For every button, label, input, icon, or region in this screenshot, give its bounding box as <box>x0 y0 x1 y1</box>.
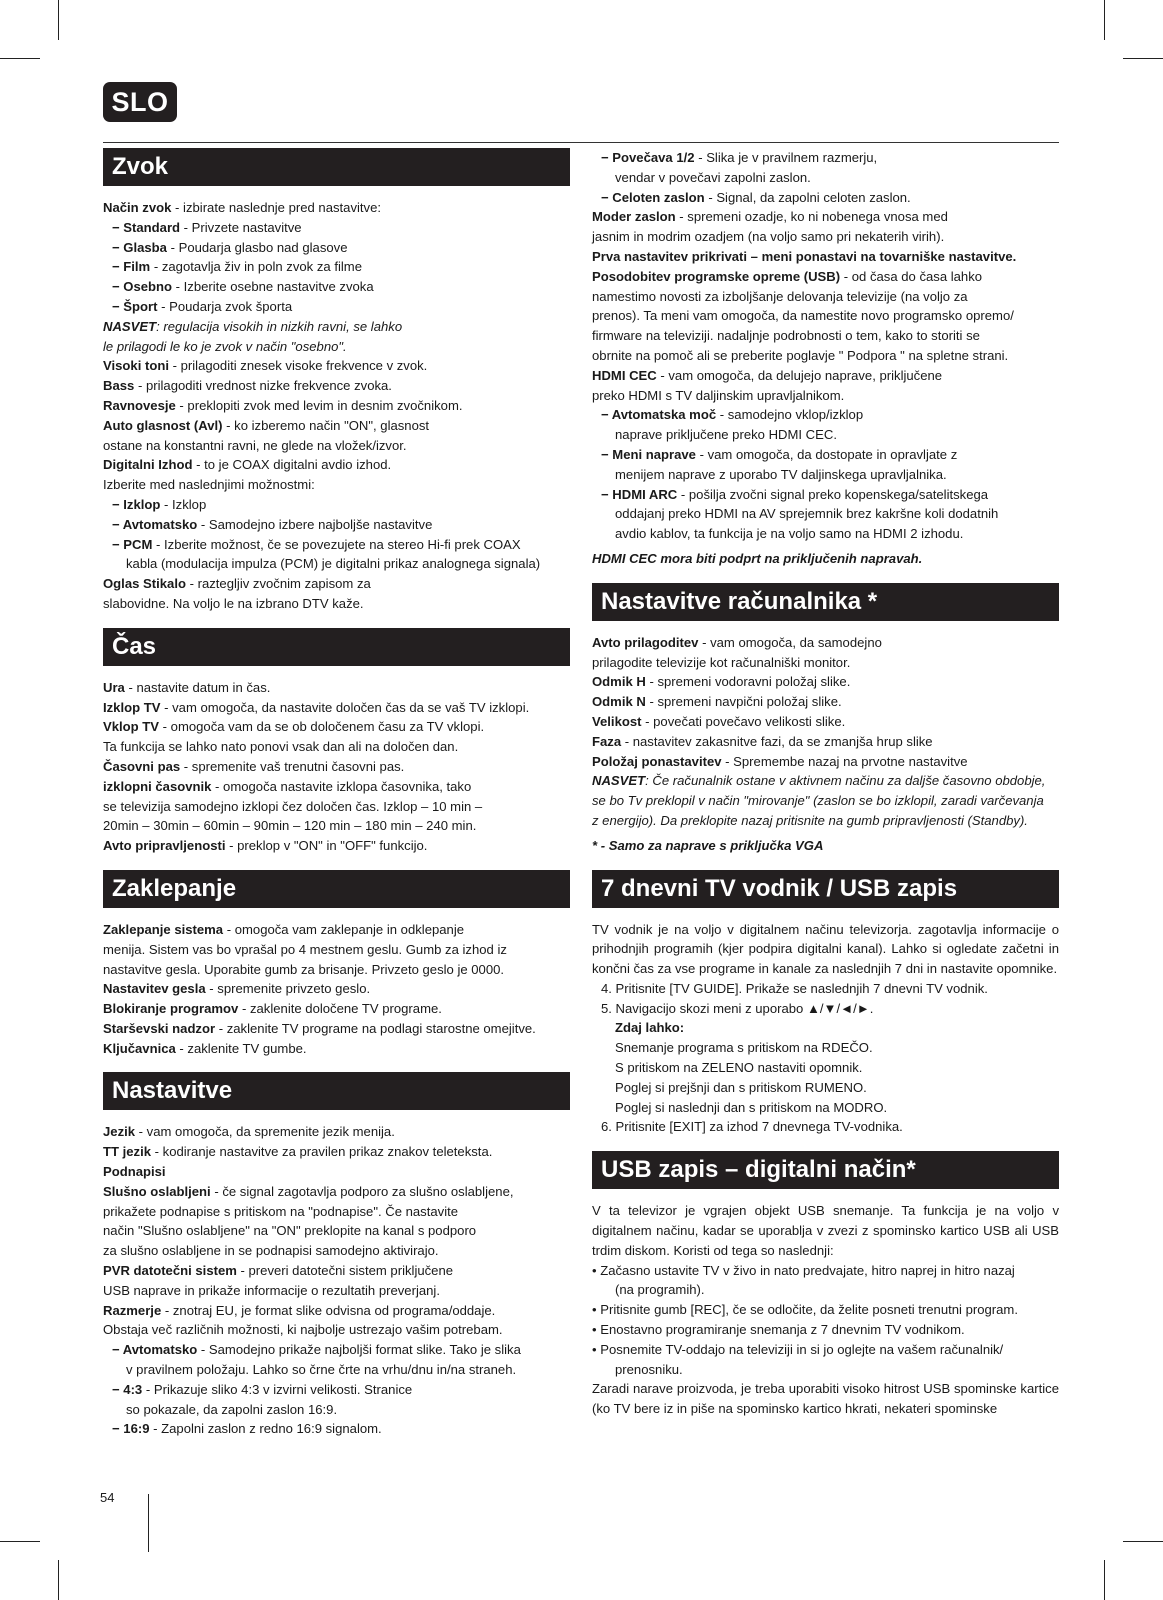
text-line <box>592 771 1059 791</box>
term-description: se bo Tv preklopil v način "mirovanje" (zaslon se bo izklopil, zaradi varčevanja <box>592 793 1044 809</box>
term-label: Avto pripravljenosti <box>103 838 226 854</box>
text-line <box>592 549 1059 569</box>
text-line <box>592 287 1059 307</box>
term-description: oddajanj preko HDMI na AV sprejemnik brez kakršne koli dodatnih <box>615 506 999 522</box>
term-description: - Izberite možnost, če se povezujete na stereo Hi-fi prek COAX <box>152 536 521 552</box>
term-description: menijem naprave z uporabo TV daljinskega upravljalnika. <box>615 466 947 482</box>
text-line <box>103 1261 570 1281</box>
text-line <box>103 678 570 698</box>
text-line <box>592 633 1059 653</box>
text-line <box>592 692 1059 712</box>
text-line <box>103 495 570 515</box>
section-title: Čas <box>103 628 570 666</box>
term-description: za slušno oslabljene in se podnapisi samodejno aktivirajo. <box>103 1243 439 1259</box>
term-label: Auto glasnost (Avl) <box>103 417 223 433</box>
text-line <box>103 797 570 817</box>
text-line <box>103 717 570 737</box>
term-description: - Izberite osebne nastavitve zvoka <box>172 279 374 295</box>
right-column <box>592 148 1059 1433</box>
text-line <box>592 1117 1059 1137</box>
text-line <box>103 436 570 456</box>
term-description: - od časa do časa lahko <box>840 268 983 284</box>
term-label: PVR datotečni sistem <box>103 1263 237 1279</box>
term-description: - Poudarja zvok športa <box>157 298 293 314</box>
text-line <box>592 386 1059 406</box>
term-label: Visoki toni <box>103 358 169 374</box>
term-description: • Začasno ustavite TV v živo in nato predvajate, hitro naprej in hitro nazaj <box>592 1262 1015 1278</box>
text-line <box>103 1122 570 1142</box>
term-description: avdio kablov, ta funkcija je na voljo samo na HDMI 2 izhodu. <box>615 526 964 542</box>
term-description: prikažete podnapise s pritiskom na "podnapise". Če nastavite <box>103 1203 459 1219</box>
text-line <box>103 1301 570 1321</box>
term-description: TV vodnik je na voljo v digitalnem načinu televizorja. zagotavlja informacije o prihodnjih programih (kjer podpira digitalni kanal). Lahko si ogledate začetni in končni čas za vse programe in kanale za naslednjih 7 dni in nastavite opomnike. <box>592 921 1059 977</box>
crop-mark <box>0 58 40 59</box>
term-description: kabla (modulacija impulza (PCM) je digitalni prikaz analognega signala) <box>126 556 541 572</box>
term-description: 5. Navigacijo skozi meni z uporabo ▲/▼/◄/►. <box>601 1000 874 1016</box>
term-description: Snemanje programa s pritiskom na RDEČO. <box>615 1040 873 1056</box>
term-description: - to je COAX digitalni avdio izhod. <box>192 457 392 473</box>
text-line <box>103 960 570 980</box>
term-description: način "Slušno oslabljene" na "ON" preklopite na kanal s podporo <box>103 1223 477 1239</box>
term-description: - zaklenite TV programe na podlagi starostne omejitve. <box>215 1020 536 1036</box>
term-description: - ko izberemo način "ON", glasnost <box>222 417 430 433</box>
term-label: Posodobitev programske opreme (USB) <box>592 268 841 284</box>
term-description: • Pritisnite gumb [REC], če se odločite, da želite posneti trenutni program. <box>592 1302 1018 1318</box>
section-title: Zaklepanje <box>103 870 570 908</box>
term-description: - spremeni vodoravni položaj slike. <box>645 674 851 690</box>
term-description: obrnite na pomoč ali se preberite poglavje " Podpora " na spletne strani. <box>592 347 1009 363</box>
section-body <box>103 678 570 856</box>
text-line <box>103 816 570 836</box>
text-line <box>592 836 1059 856</box>
term-label: − Film <box>112 259 151 275</box>
term-label: − Avtomatsko <box>112 1342 198 1358</box>
term-description: - preklopiti zvok med levim in desnim zvočnikom. <box>175 397 463 413</box>
term-description: - samodejno vklop/izklop <box>716 407 864 423</box>
crop-mark <box>1123 58 1163 59</box>
text-line <box>592 227 1059 247</box>
section <box>592 870 1059 1138</box>
crop-mark <box>1123 1541 1163 1542</box>
term-label: Zdaj lahko: <box>615 1020 685 1036</box>
term-label: Razmerje <box>103 1302 162 1318</box>
term-label: Digitalni Izhod <box>103 457 193 473</box>
term-description: v pravilnem položaju. Lahko so črne črte na vrhu/dnu in/na straneh. <box>126 1362 517 1378</box>
text-line <box>592 1360 1059 1380</box>
term-description: - vam omogoča, da dostopate in opravljate z <box>695 446 958 462</box>
term-description: : regulacija visokih in nizkih ravni, se lahko <box>156 318 403 334</box>
term-description: slabovidne. Na voljo le na izbrano DTV kaže. <box>103 595 364 611</box>
term-description: firmware na televiziji. nadaljnje podrobnosti o tem, kako to storiti se <box>592 328 980 344</box>
term-description: - Prikazuje sliko 4:3 v izvirni velikosti. Stranice <box>142 1381 413 1397</box>
text-line <box>592 791 1059 811</box>
text-line <box>592 1320 1059 1340</box>
text-line <box>592 672 1059 692</box>
text-line <box>592 1280 1059 1300</box>
term-label: Jezik <box>103 1124 136 1140</box>
term-description: - spremenite privzeto geslo. <box>205 981 371 997</box>
text-line <box>103 1182 570 1202</box>
term-label: − 4:3 <box>112 1381 143 1397</box>
section-body <box>592 1201 1059 1419</box>
term-label: − Avtomatska moč <box>601 407 717 423</box>
text-line <box>103 297 570 317</box>
section-title: Nastavitve <box>103 1072 570 1110</box>
section-title: USB zapis – digitalni način* <box>592 1151 1059 1189</box>
text-line <box>103 574 570 594</box>
term-description: vendar v povečavi zapolni zaslon. <box>615 169 811 185</box>
text-line <box>103 376 570 396</box>
section-body <box>103 198 570 614</box>
term-description: - spremenite vaš trenutni časovni pas. <box>180 758 405 774</box>
term-label: Časovni pas <box>103 758 181 774</box>
term-description: Izberite med naslednjimi možnostmi: <box>103 477 315 493</box>
term-description: - omogoča nastavite izklopa časovnika, tako <box>211 778 472 794</box>
term-description: - prilagoditi znesek visoke frekvence v zvok. <box>168 358 428 374</box>
term-description: - Slika je v pravilnem razmerju, <box>694 150 878 165</box>
text-line <box>103 1360 570 1380</box>
text-line <box>103 317 570 337</box>
text-line <box>592 1379 1059 1419</box>
crop-mark <box>0 1541 40 1542</box>
term-description: - Signal, da zapolni celoten zaslon. <box>704 189 911 205</box>
section-body <box>592 148 1059 569</box>
text-line <box>592 346 1059 366</box>
text-line <box>103 1241 570 1261</box>
text-line <box>103 1142 570 1162</box>
term-description: - nastavitev zakasnitve fazi, da se zmanjša hrup slike <box>621 733 933 749</box>
term-description: (na programih). <box>615 1282 705 1298</box>
section <box>103 870 570 1059</box>
text-line <box>103 1380 570 1400</box>
term-description: naprave priključene preko HDMI CEC. <box>615 427 837 443</box>
text-line <box>103 554 570 574</box>
term-description: - izbirate naslednje pred nastavitve: <box>171 200 382 215</box>
term-label: Zaklepanje sistema <box>103 921 224 937</box>
term-description: - znotraj EU, je format slike odvisna od programa/oddaje. <box>161 1302 496 1318</box>
term-description: le prilagodi le ko je zvok v način "osebno". <box>103 338 347 354</box>
term-description: - vam omogoča, da delujejo naprave, priključene <box>656 367 943 383</box>
term-description: prenosniku. <box>615 1361 683 1377</box>
text-line <box>592 207 1059 227</box>
term-label: Blokiranje programov <box>103 1001 239 1017</box>
term-description: USB naprave in prikaže informacije o rezultatih preverjanj. <box>103 1282 440 1298</box>
term-description: - Privzete nastavitve <box>180 219 302 235</box>
section <box>103 628 570 856</box>
term-description: jasnim in modrim ozadjem (na voljo samo pri nekaterih virih). <box>592 229 945 245</box>
term-description: 4. Pritisnite [TV GUIDE]. Prikaže se naslednjih 7 dnevni TV vodnik. <box>601 980 988 996</box>
term-description: 6. Pritisnite [EXIT] za izhod 7 dnevnega TV-vodnika. <box>601 1119 903 1135</box>
term-description: Zaradi narave proizvoda, je treba uporabiti visoko hitrost USB spominske kartice (ko TV bere iz in piše na spominsko kartico hkrati, nekateri spominske <box>592 1381 1059 1417</box>
term-description: - omogoča vam da se ob določenem času za TV vklopi. <box>159 719 485 735</box>
text-line <box>592 485 1059 505</box>
text-line <box>103 999 570 1019</box>
text-line <box>592 999 1059 1019</box>
term-description: - omogoča vam zaklepanje in odklepanje <box>223 921 465 937</box>
term-label: HDMI CEC mora biti podprt na priključenih napravah. <box>592 550 923 566</box>
section <box>592 583 1059 856</box>
term-label: izklopni časovnik <box>103 778 212 794</box>
term-description: preko HDMI s TV daljinskim upravljalnikom. <box>592 387 845 403</box>
term-label: NASVET <box>103 318 157 334</box>
term-label: − Povečava 1/2 <box>601 150 695 165</box>
term-description: • Posnemite TV-oddajo na televiziji in si jo oglejte na vašem računalnik/ <box>592 1341 1004 1357</box>
term-description: - pošilja zvočni signal preko kopenskega/satelitskega <box>677 486 989 502</box>
section <box>592 148 1059 569</box>
term-description: : Če računalnik ostane v aktivnem načinu za daljše časovno obdobje, <box>645 773 1046 789</box>
term-description: • Enostavno programiranje snemanja z 7 dnevnim TV vodnikom. <box>592 1322 965 1338</box>
term-label: − Celoten zaslon <box>601 189 705 205</box>
text-line <box>103 1320 570 1340</box>
text-line <box>103 198 570 218</box>
section <box>103 1072 570 1439</box>
text-line <box>592 247 1059 267</box>
term-label: Velikost <box>592 713 642 729</box>
term-description: Obstaja več različnih možnosti, ki najbolje ustrezajo vašim potrebam. <box>103 1322 503 1338</box>
term-label: Slušno oslabljeni <box>103 1183 211 1199</box>
language-badge: SLO <box>103 82 177 122</box>
text-line <box>592 732 1059 752</box>
text-line <box>103 238 570 258</box>
text-line <box>592 445 1059 465</box>
text-line <box>592 267 1059 287</box>
term-label: − HDMI ARC <box>601 486 678 502</box>
term-description: Ta funkcija se lahko nato ponovi vsak dan ali na določen dan. <box>103 739 459 755</box>
text-line <box>592 1058 1059 1078</box>
term-description: - spremeni ozadje, ko ni nobenega vnosa med <box>675 209 948 225</box>
text-line <box>592 752 1059 772</box>
term-description: - če signal zagotavlja podporo za slušno oslabljene, <box>210 1183 514 1199</box>
page-number-divider <box>148 1494 149 1552</box>
term-description: - Samodejno izbere najboljše nastavitve <box>197 516 433 532</box>
section-body <box>592 633 1059 856</box>
section <box>592 1151 1059 1419</box>
term-description: Poglej si prejšnji dan s pritiskom RUMENO. <box>615 1079 867 1095</box>
term-description: z energijo). Da preklopite nazaj pritisnite na gumb pripravljenosti (Standby). <box>592 812 1028 828</box>
text-line <box>103 218 570 238</box>
text-line <box>103 396 570 416</box>
term-description: - prilagoditi vrednost nizke frekvence zvoka. <box>134 378 392 394</box>
term-description: - preklop v "ON" in "OFF" funkcijo. <box>225 838 428 854</box>
text-line <box>103 1039 570 1059</box>
term-description: - raztegljiv zvočnim zapisom za <box>185 576 371 592</box>
text-line <box>103 416 570 436</box>
term-label: NASVET <box>592 773 646 789</box>
text-line <box>103 1419 570 1439</box>
term-description: S pritiskom na ZELENO nastaviti opomnik. <box>615 1060 863 1076</box>
text-line <box>103 515 570 535</box>
header-divider <box>103 142 1059 143</box>
text-line <box>592 1098 1059 1118</box>
term-label: Izklop TV <box>103 699 161 715</box>
term-description: nastavitve gesla. Uporabite gumb za brisanje. Privzeto geslo je 0000. <box>103 961 505 977</box>
text-line <box>592 811 1059 831</box>
text-line <box>592 1261 1059 1281</box>
term-label: Odmik N <box>592 694 646 710</box>
term-label: Prva nastavitev prikrivati – meni ponastavi na tovarniške nastavitve. <box>592 248 1017 264</box>
term-label: HDMI CEC <box>592 367 657 383</box>
text-line <box>592 1038 1059 1058</box>
text-line <box>103 337 570 357</box>
term-description: ostane na konstantni ravni, ne glede na vložek/izvor. <box>103 437 407 453</box>
text-line <box>103 277 570 297</box>
term-label: Ura <box>103 679 125 695</box>
term-description: prilagodite televizije kot računalniški monitor. <box>592 654 851 670</box>
text-line <box>103 535 570 555</box>
term-description: - zaklenite TV gumbe. <box>175 1040 307 1056</box>
term-description: so pokazale, da zapolni zaslon 16:9. <box>126 1401 338 1417</box>
text-line <box>103 698 570 718</box>
text-line <box>592 1018 1059 1038</box>
term-label: − PCM <box>112 536 153 552</box>
text-line <box>103 1221 570 1241</box>
text-line <box>103 920 570 940</box>
crop-mark <box>58 0 59 40</box>
term-description: se televizija samodejno izklopi čez določen čas. Izklop – 10 min – <box>103 798 483 814</box>
term-label: Avto prilagoditev <box>592 634 699 650</box>
text-line <box>592 1078 1059 1098</box>
term-label: − Avtomatsko <box>112 516 198 532</box>
term-description: 20min – 30min – 60min – 90min – 120 min – 180 min – 240 min. <box>103 818 477 834</box>
term-description: V ta televizor je vgrajen objekt USB snemanje. Ta funkcija je na voljo v digitalnem načinu, kadar se uporablja v zvezi z spominsko kartico USB ali USB trdim diskom. Koristi od tega so naslednji: <box>592 1203 1059 1258</box>
text-line <box>103 1340 570 1360</box>
term-label: Starševski nadzor <box>103 1020 216 1036</box>
text-line <box>103 1019 570 1039</box>
crop-mark <box>58 1560 59 1600</box>
text-line <box>103 757 570 777</box>
term-label: − Standard <box>112 219 181 235</box>
term-description: - Poudarja glasbo nad glasove <box>166 239 348 255</box>
term-label: − Šport <box>112 298 158 314</box>
text-line <box>592 653 1059 673</box>
term-description: - Izklop <box>160 496 207 512</box>
term-description: prenos). Ta meni vam omogoča, da namestite novo programsko opremo/ <box>592 308 1014 324</box>
section <box>103 148 570 614</box>
text-line <box>592 405 1059 425</box>
page-number: 54 <box>100 1490 115 1505</box>
term-label: Moder zaslon <box>592 209 676 225</box>
text-line <box>592 148 1059 168</box>
section-body <box>103 1122 570 1439</box>
text-line <box>592 188 1059 208</box>
term-description: - Spremembe nazaj na prvotne nastavitve <box>721 753 968 769</box>
term-label: Odmik H <box>592 674 646 690</box>
section-title: 7 dnevni TV vodnik / USB zapis <box>592 870 1059 908</box>
left-column <box>103 148 570 1453</box>
text-line <box>592 1300 1059 1320</box>
term-description: - zagotavlja živ in poln zvok za filme <box>150 259 362 275</box>
term-description: - preveri datotečni sistem priključene <box>236 1263 454 1279</box>
term-description: - Samodejno prikaže najboljši format slike. Tako je slika <box>197 1342 521 1358</box>
term-label: Bass <box>103 378 135 394</box>
term-description: - zaklenite določene TV programe. <box>238 1001 442 1017</box>
text-line <box>103 1281 570 1301</box>
term-label: Ključavnica <box>103 1040 176 1056</box>
section-title: Nastavitve računalnika * <box>592 583 1059 621</box>
text-line <box>103 1162 570 1182</box>
term-description: namestimo novosti za izboljšanje delovanja televizije (na voljo za <box>592 288 968 304</box>
text-line <box>103 257 570 277</box>
text-line <box>103 356 570 376</box>
text-line <box>592 425 1059 445</box>
text-line <box>592 366 1059 386</box>
term-description: - povečati povečavo velikosti slike. <box>641 713 846 729</box>
term-label: * - Samo za naprave s priključka VGA <box>592 837 824 853</box>
section-body <box>103 920 570 1059</box>
text-line <box>592 168 1059 188</box>
term-description: - nastavite datum in čas. <box>124 679 271 695</box>
text-line <box>592 920 1059 979</box>
text-line <box>103 777 570 797</box>
text-line <box>592 465 1059 485</box>
term-label: Oglas Stikalo <box>103 576 186 592</box>
term-label: Nastavitev gesla <box>103 981 206 997</box>
text-line <box>592 712 1059 732</box>
term-description: - vam omogoča, da samodejno <box>698 634 882 650</box>
term-label: − 16:9 <box>112 1421 150 1437</box>
term-description: Poglej si naslednji dan s pritiskom na MODRO. <box>615 1099 888 1115</box>
text-line <box>103 737 570 757</box>
term-description: - spremeni navpični položaj slike. <box>645 694 842 710</box>
term-label: Faza <box>592 733 622 749</box>
text-line <box>103 1202 570 1222</box>
text-line <box>592 1340 1059 1360</box>
text-line <box>103 455 570 475</box>
term-label: − Izklop <box>112 496 161 512</box>
text-line <box>592 979 1059 999</box>
crop-mark <box>1104 1560 1105 1600</box>
text-line <box>592 306 1059 326</box>
text-line <box>592 504 1059 524</box>
text-line <box>103 940 570 960</box>
term-description: - kodiranje nastavitve za pravilen prikaz znakov teleteksta. <box>151 1144 493 1160</box>
term-description: - vam omogoča, da spremenite jezik menija. <box>135 1124 395 1140</box>
term-label: Način zvok <box>103 200 172 215</box>
text-line <box>592 326 1059 346</box>
section-title: Zvok <box>103 148 570 186</box>
text-line <box>103 836 570 856</box>
term-label: Ravnovesje <box>103 397 176 413</box>
term-label: Podnapisi <box>103 1164 166 1180</box>
term-label: − Meni naprave <box>601 446 696 462</box>
text-line <box>103 475 570 495</box>
text-line <box>592 524 1059 544</box>
term-label: − Osebno <box>112 279 173 295</box>
term-description: - vam omogoča, da nastavite določen čas da se vaš TV izklopi. <box>160 699 530 715</box>
term-label: TT jezik <box>103 1144 152 1160</box>
term-description: menija. Sistem vas bo vprašal po 4 mestnem geslu. Gumb za izhod iz <box>103 941 507 957</box>
term-label: − Glasba <box>112 239 167 255</box>
term-description: - Zapolni zaslon z redno 16:9 signalom. <box>149 1421 382 1437</box>
text-line <box>103 1400 570 1420</box>
text-line <box>592 1201 1059 1260</box>
crop-mark <box>1104 0 1105 40</box>
term-label: Vklop TV <box>103 719 160 735</box>
text-line <box>103 594 570 614</box>
term-label: Položaj ponastavitev <box>592 753 722 769</box>
section-body <box>592 920 1059 1138</box>
text-line <box>103 979 570 999</box>
